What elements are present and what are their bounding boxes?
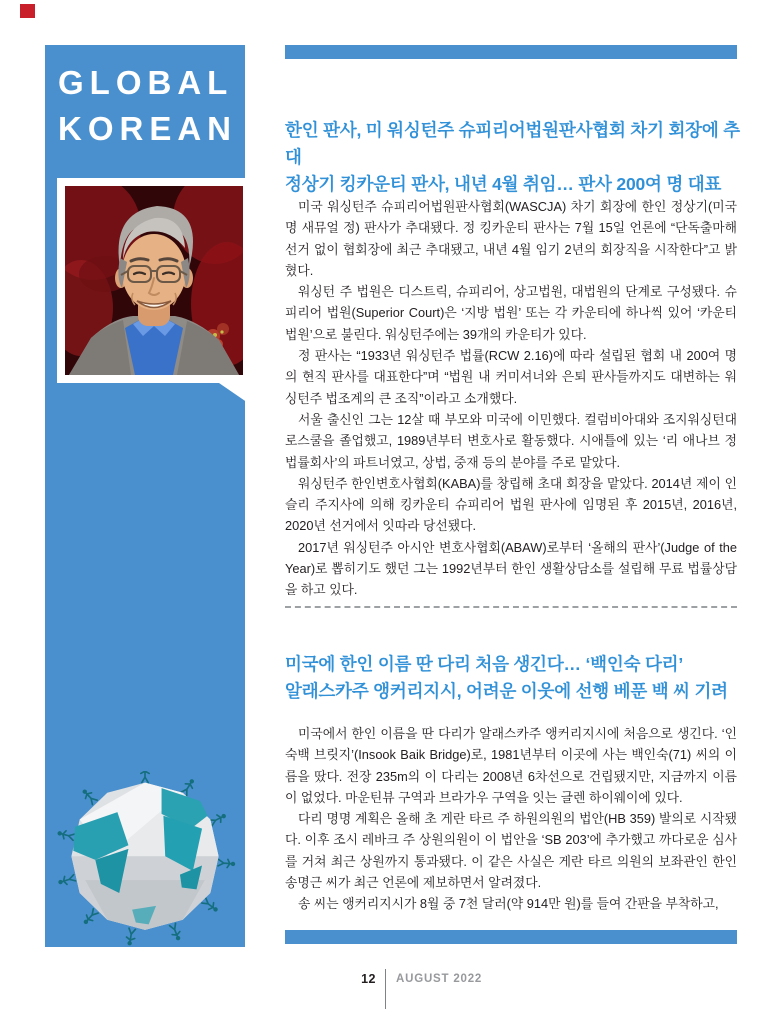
magazine-title-line1: GLOBAL — [58, 64, 234, 101]
article2-title — [285, 651, 745, 705]
article2-body — [285, 723, 737, 915]
issue-label: AUGUST 2022 — [396, 973, 483, 985]
bottom-accent-bar — [285, 930, 737, 944]
article1-paragraph: 정 판사는 “1933년 워싱턴주 법률(RCW 2.16)에 따라 설립된 협회 내 200여 명의 현직 판사를 대표한다”며 “법원 내 커미셔너와 은퇴 판사들까지도 대변하는 워싱턴주 법조계의 큰 조직”이라고 소개했다. — [285, 348, 737, 406]
top-accent-bar — [285, 45, 737, 59]
magazine-title-line2: KOREAN — [58, 110, 238, 147]
article1-paragraph: 미국 워싱턴주 슈피리어법원판사협회(WASCJA) 차기 회장에 한인 정상기(미국명 새뮤얼 정) 판사가 추대됐다. 정 킹카운티 판사는 7월 15일 언론에 “단독출마해 선거 없이 협회장에 최근 추대됐고, 내년 4월 임기 2년의 회장직을 시작한다”고 밝혔다. — [285, 199, 737, 278]
footer-divider — [385, 969, 386, 1009]
article2-paragraph: 다리 명명 계획은 올해 초 게란 타르 주 하원의원의 법안(HB 359) 발의로 시작됐다. 이후 조시 레바크 주 상원의원이 이 법안을 ‘SB 203’에 추가했고 까다로운 심사를 거쳐 최근 상원까지 통과됐다. 이 같은 사실은 게란 타르 의원의 보좌관인 한인 송명근 씨가 최근 언론에 제보하면서 알려졌다. — [285, 811, 737, 891]
sidebar — [45, 45, 245, 947]
article2-paragraph: 송 씨는 앵커리지시가 8월 중 7천 달러(약 914만 원)를 들여 간판을 부착하고, — [298, 896, 719, 912]
page-footer — [340, 969, 482, 1009]
article2-title-line1: 미국에 한인 이름 딴 다리 처음 생긴다… ‘백인숙 다리’ — [285, 654, 684, 674]
page-number: 12 — [361, 972, 376, 986]
article2-paragraph: 미국에서 한인 이름을 딴 다리가 알래스카주 앵커리지시에 처음으로 생긴다. ‘인숙백 브릿지’(Insook Baik Bridge)로, 1981년부터 이곳에 사는 백인숙(71) 씨의 이름을 땄다. 전장 235m의 이 다리는 2008년 6차선으로 건립됐지만, 지금까지 이름이 없었다. 마운틴뷰 구역과 브라가우 구역을 잇는 글렌 하이웨이에 있다. — [285, 726, 737, 805]
globe-illustration — [53, 771, 237, 947]
article1-paragraph: 워싱턴 주 법원은 디스트릭, 슈피리어, 상고법원, 대법원의 단계로 구성됐다. 슈피리어 법원(Superior Court)은 ‘지방 법원’ 또는 각 카운티에 하나씩 있어 ‘카운티 법원’으로 불린다. 워싱턴주에는 39개의 카운티가 있다. — [285, 284, 737, 342]
magazine-title — [45, 45, 245, 152]
article1-title-line1: 한인 판사, 미 워싱턴주 슈피리어법원판사협회 차기 회장에 추대 — [285, 120, 740, 167]
article2-title-line2: 알래스카주 앵커리지시, 어려운 이웃에 선행 베푼 백 씨 기려 — [285, 681, 728, 701]
article1-body — [285, 196, 737, 601]
photo-frame-tail — [219, 383, 251, 405]
article1-paragraph: 2017년 워싱턴주 아시안 변호사협회(ABAW)로부터 ‘올해의 판사’(Judge of the Year)로 뽑히기도 했던 그는 1992년부터 한인 생활상담소를 설립해 무료 법률상담을 하고 있다. — [285, 539, 737, 598]
corner-accent-square — [20, 4, 35, 18]
portrait-photo-frame — [57, 178, 251, 383]
article1-title-line2: 정상기 킹카운티 판사, 내년 4월 취임… 판사 200여 명 대표 — [285, 174, 722, 194]
dashed-divider — [285, 606, 737, 608]
article1-title — [285, 117, 745, 198]
judge-portrait-photo — [65, 186, 243, 375]
article1-paragraph: 서울 출신인 그는 12살 때 부모와 미국에 이민했다. 컬럼비아대와 조지워싱턴대 로스쿨을 졸업했고, 1989년부터 변호사로 활동했다. 시애틀에 있는 ‘리 애나브 정 법률회사’의 파트너였고, 상법, 중재 등의 분야를 주로 맡았다. — [285, 411, 737, 470]
article1-paragraph: 워싱턴주 한인변호사협회(KABA)를 창립해 초대 회장을 맡았다. 2014년 제이 인슬리 주지사에 의해 킹카운티 슈피리어 법원 판사에 임명된 후 2015년, 2016년, 2020년 선거에서 잇따라 당선됐다. — [285, 475, 737, 534]
